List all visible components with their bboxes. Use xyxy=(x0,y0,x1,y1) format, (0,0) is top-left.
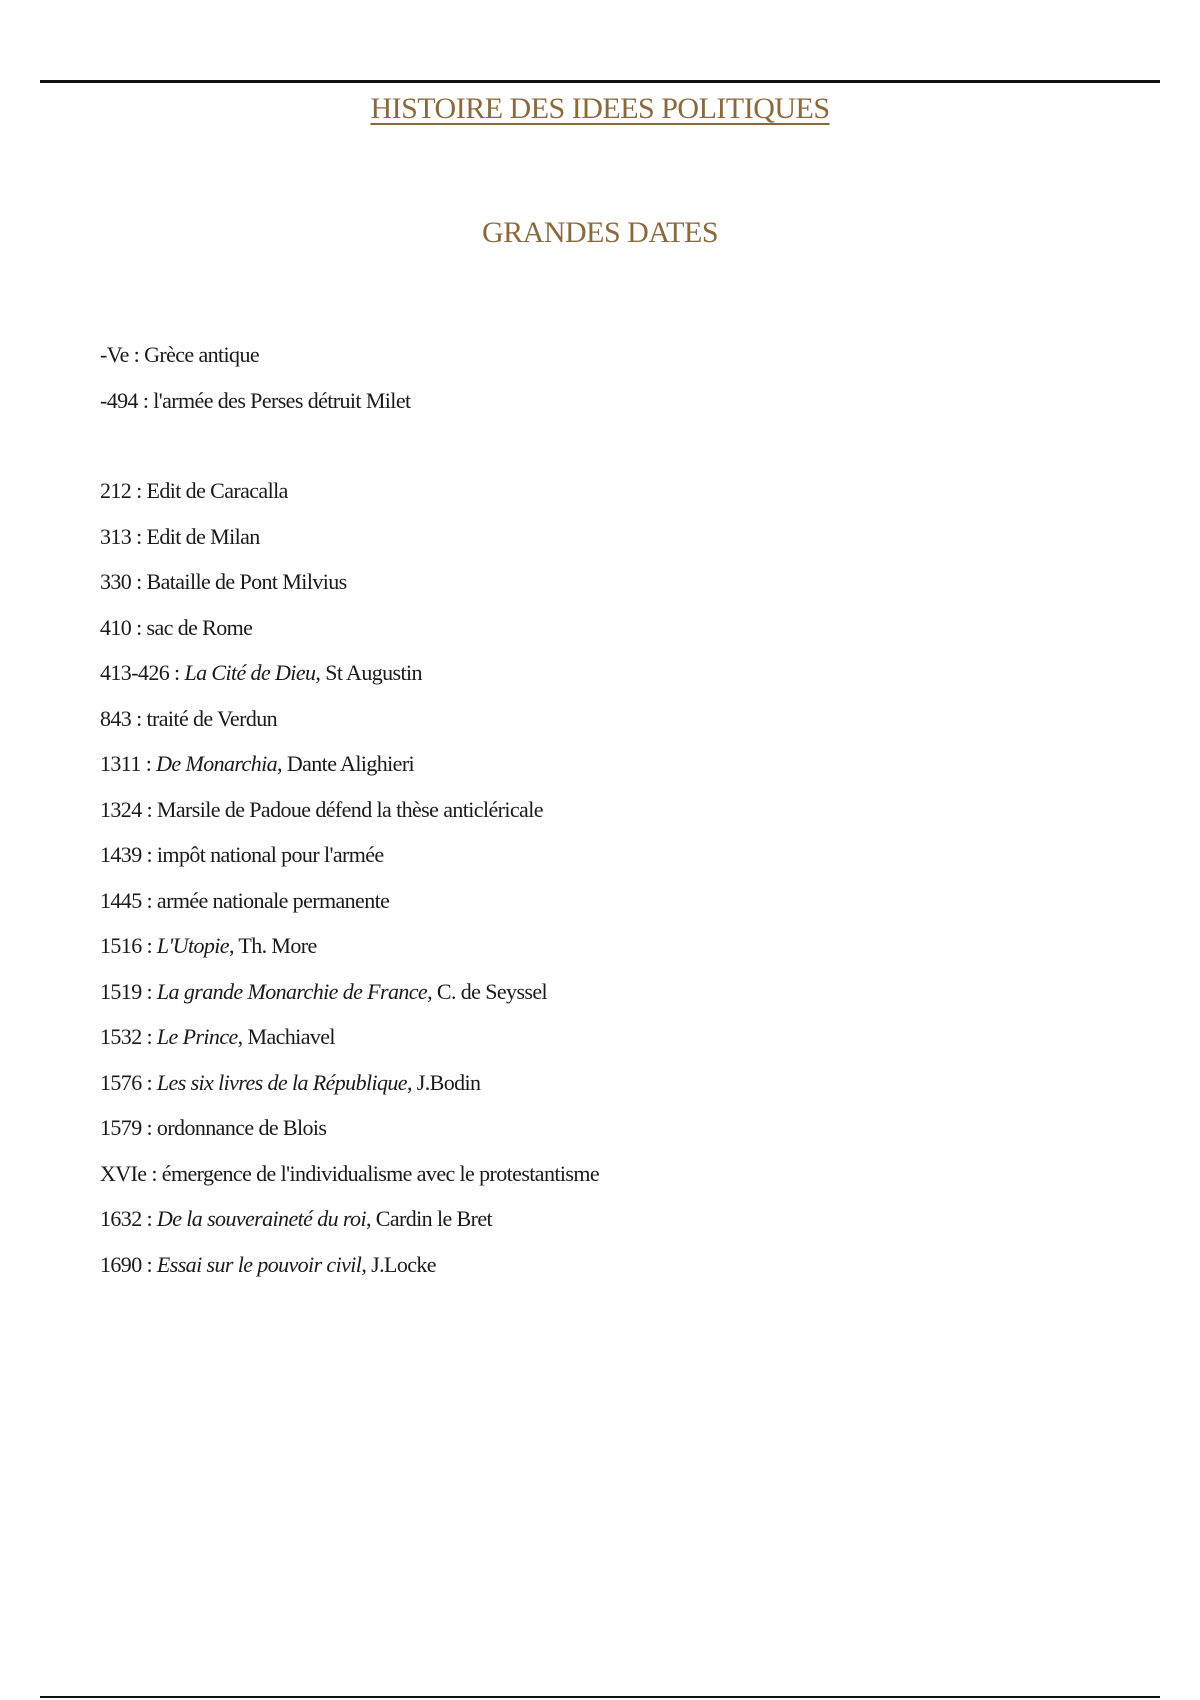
timeline-entry xyxy=(100,468,599,514)
entry-text: Grèce antique xyxy=(144,342,260,367)
timeline-entry xyxy=(100,696,599,742)
entry-author: J.Locke xyxy=(371,1251,436,1277)
timeline-entry xyxy=(100,1060,599,1106)
entry-date: 1532 xyxy=(100,1024,142,1049)
document-subtitle: GRANDES DATES xyxy=(481,216,719,249)
entry-date: -Ve xyxy=(100,342,129,367)
entry-author: C. de Seyssel xyxy=(436,978,548,1004)
entry-work-title: Essai sur le pouvoir civil xyxy=(156,1251,362,1277)
entry-date: 1324 xyxy=(100,796,142,822)
entry-work-title: De Monarchia xyxy=(156,751,278,776)
timeline-entry xyxy=(100,741,599,787)
timeline-entry xyxy=(100,332,599,378)
entry-date: 413-426 xyxy=(100,660,170,685)
entry-text: Bataille de Pont Milvius xyxy=(146,569,347,594)
timeline-entry xyxy=(100,559,599,605)
entry-work-title: La grande Monarchie de France xyxy=(156,978,428,1004)
entry-author: Dante Alighieri xyxy=(286,751,415,776)
top-rule xyxy=(40,80,1160,83)
entry-author: St Augustin xyxy=(325,660,422,685)
bottom-rule xyxy=(40,1696,1160,1698)
entry-date: 1519 xyxy=(100,978,142,1004)
entry-date: 330 xyxy=(100,569,132,594)
entry-work-title: L'Utopie xyxy=(156,933,229,958)
entry-date: -494 xyxy=(100,387,138,413)
entry-author: J.Bodin xyxy=(416,1069,481,1095)
entry-text: Marsile de Padoue défend la thèse anticléricale xyxy=(156,796,543,822)
entry-date: 1690 xyxy=(100,1251,142,1277)
document-title: HISTOIRE DES IDEES POLITIQUES xyxy=(370,92,830,125)
entry-date: 313 xyxy=(100,523,132,549)
timeline-entry xyxy=(100,923,599,969)
timeline-entry xyxy=(100,1151,599,1197)
entry-work-title: Le Prince xyxy=(156,1024,238,1049)
entry-author: Cardin le Bret xyxy=(375,1206,492,1231)
entry-text: impôt national pour l'armée xyxy=(156,842,384,867)
timeline-entry xyxy=(100,1196,599,1242)
entry-date: 1439 xyxy=(100,842,142,867)
timeline-entry xyxy=(100,787,599,833)
timeline-entry xyxy=(100,969,599,1015)
timeline-entry xyxy=(100,514,599,560)
entry-date: 1576 xyxy=(100,1069,142,1095)
entry-text: Edit de Caracalla xyxy=(146,478,288,503)
entry-text: l'armée des Perses détruit Milet xyxy=(153,387,411,413)
entry-author: Machiavel xyxy=(247,1024,335,1049)
entry-date: 843 xyxy=(100,705,132,731)
entry-work-title: De la souveraineté du roi xyxy=(156,1206,366,1231)
timeline-entry xyxy=(100,832,599,878)
entry-date: 1632 xyxy=(100,1206,142,1231)
timeline-entry xyxy=(100,1105,599,1151)
timeline-entry xyxy=(100,605,599,651)
entry-text: armée nationale permanente xyxy=(156,887,390,913)
entry-date: 1445 xyxy=(100,887,142,913)
entry-date: XVIe xyxy=(100,1160,147,1186)
entry-date: 1311 xyxy=(100,751,141,776)
timeline-entry xyxy=(100,1242,599,1288)
entry-text: sac de Rome xyxy=(146,614,253,640)
spacer xyxy=(100,423,599,468)
entry-text: Edit de Milan xyxy=(146,523,260,549)
timeline-entry xyxy=(100,1014,599,1060)
timeline-list xyxy=(100,332,599,1287)
entry-text: ordonnance de Blois xyxy=(156,1115,327,1140)
entry-date: 1516 xyxy=(100,933,142,958)
entry-date: 410 xyxy=(100,614,132,640)
timeline-entry xyxy=(100,378,599,424)
entry-work-title: Les six livres de la République xyxy=(156,1069,407,1095)
entry-text: émergence de l'individualisme avec le protestantisme xyxy=(161,1160,600,1186)
entry-date: 1579 xyxy=(100,1115,142,1140)
timeline-entry xyxy=(100,650,599,696)
entry-work-title: La Cité de Dieu xyxy=(184,660,316,685)
entry-author: Th. More xyxy=(238,933,317,958)
entry-text: traité de Verdun xyxy=(146,705,278,731)
timeline-entry xyxy=(100,878,599,924)
entry-date: 212 xyxy=(100,478,132,503)
